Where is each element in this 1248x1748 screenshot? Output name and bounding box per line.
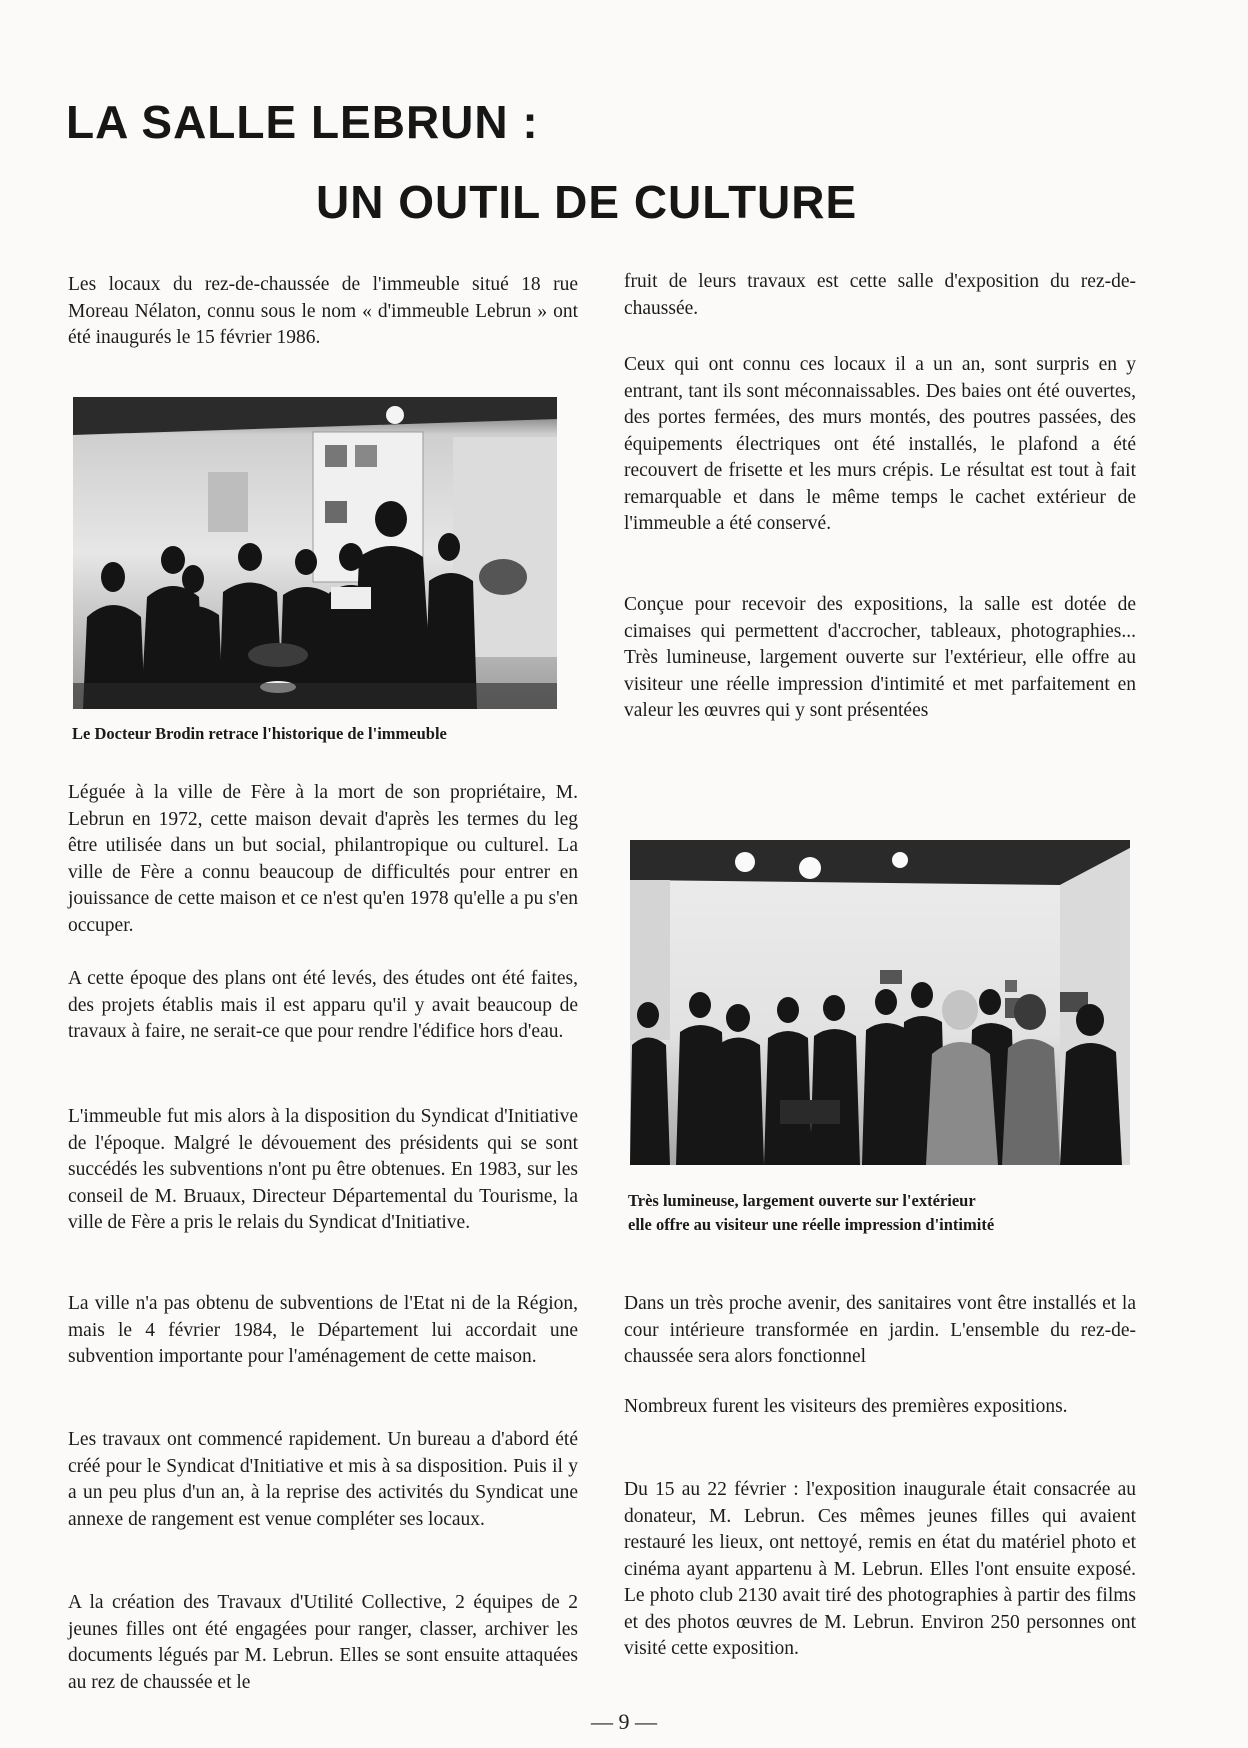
paragraph-surprise: Ceux qui ont connu ces locaux il a un an, sont surpris en y entrant, tant ils sont méconnaissables. Des baies ont été ouvertes, des portes fermées, des murs montés, des poutres passées, des équipements électriques ont été installés, le plafond a été recouvert de frisette et les murs crépis. Le résultat est tout à fait remarquable et dans le même temps le cachet extérieur de l'immeuble a été conservé. bbox=[624, 354, 1136, 534]
photo1-caption: Le Docteur Brodin retrace l'historique de l'immeuble bbox=[72, 724, 447, 743]
photo-exhibition-hall bbox=[630, 840, 1130, 1165]
paragraph-tuc: A la création des Travaux d'Utilité Collective, 2 équipes de 2 jeunes filles ont été engagées pour ranger, classer, archiver les documents légués par M. Lebrun. Elles se sont ensuite attaquées au rez de chaussée et le bbox=[68, 1592, 578, 1693]
title-line-2: UN OUTIL DE CULTURE bbox=[316, 176, 858, 228]
photo2-caption-line1: Très lumineuse, largement ouverte sur l'extérieur bbox=[628, 1191, 976, 1210]
paragraph-visiteurs: Nombreux furent les visiteurs des premières expositions. bbox=[624, 1396, 1068, 1417]
paragraph-syndicat: L'immeuble fut mis alors à la disposition du Syndicat d'Initiative de l'époque. Malgré le dévouement des présidents qui se sont succédés les subventions n'ont pu être obtenues. En 1983, sur les conseil de M. Bruaux, Directeur Départemental du Tourisme, la ville de Fère a pris le relais du Syndicat d'Initiative. bbox=[68, 1106, 578, 1233]
paragraph-plans: A cette époque des plans ont été levés, des études ont été faites, des projets établis mais il est apparu qu'il y avait beaucoup de travaux à faire, ne serait-ce que pour rendre l'édifice hors d'eau. bbox=[68, 968, 578, 1042]
paragraph-expositions: Conçue pour recevoir des expositions, la salle est dotée de cimaises qui permettent d'accrocher, tableaux, photographies... Très lumineuse, largement ouverte sur l'extérieur, elle offre au visiteur une réelle impression d'intimité et met parfaitement en valeur les œuvres qui y sont présentées bbox=[624, 594, 1136, 721]
photo2-caption-line2: elle offre au visiteur une réelle impression d'intimité bbox=[628, 1215, 995, 1234]
paragraph-bequest: Léguée à la ville de Fère à la mort de son propriétaire, M. Lebrun en 1972, cette maison devait d'après les termes du leg être utilisée dans un but social, philantropique ou culturel. La ville de Fère a connu beaucoup de difficultés pour entrer en jouissance de cette maison et ce n'est qu'en 1978 qu'elle a pu s'en occuper. bbox=[68, 782, 578, 936]
photo-doctor-brodin bbox=[73, 397, 557, 709]
paragraph-travaux: Les travaux ont commencé rapidement. Un bureau a d'abord été créé pour le Syndicat d'Initiative et mis à sa disposition. Puis il y a un peu plus d'un an, à la reprise des activités du Syndicat une annexe de rangement est venue compléter ses locaux. bbox=[68, 1429, 578, 1530]
title-line-1: LA SALLE LEBRUN : bbox=[66, 96, 539, 148]
paragraph-inaugurale: Du 15 au 22 février : l'exposition inaugurale était consacrée au donateur, M. Lebrun. Ces mêmes jeunes filles qui avaient restauré les lieux, ont nettoyé, remis en état du matériel photo et cinéma ayant appartenu à M. Lebrun. Elles l'ont ensuite exposé. Le photo club 2130 avait tiré des photographies à partir des films et des photos œuvres de M. Lebrun. Environ 250 personnes ont visité cette exposition. bbox=[624, 1479, 1136, 1659]
paragraph-sanitaires: Dans un très proche avenir, des sanitaires vont être installés et la cour intérieure transformée en jardin. L'ensemble du rez-de-chaussée sera alors fonctionnel bbox=[624, 1293, 1136, 1367]
paragraph-intro: Les locaux du rez-de-chaussée de l'immeuble situé 18 rue Moreau Nélaton, connu sous le nom « d'immeuble Lebrun » ont été inaugurés le 15 février 1986. bbox=[68, 274, 578, 348]
paragraph-fruit: fruit de leurs travaux est cette salle d'exposition du rez-de-chaussée. bbox=[624, 271, 1136, 319]
page-number: — 9 — bbox=[591, 1709, 657, 1734]
paragraph-subventions: La ville n'a pas obtenu de subventions de l'Etat ni de la Région, mais le 4 février 1984, le Département lui accordait une subvention importante pour l'aménagement de cette maison. bbox=[68, 1293, 578, 1367]
